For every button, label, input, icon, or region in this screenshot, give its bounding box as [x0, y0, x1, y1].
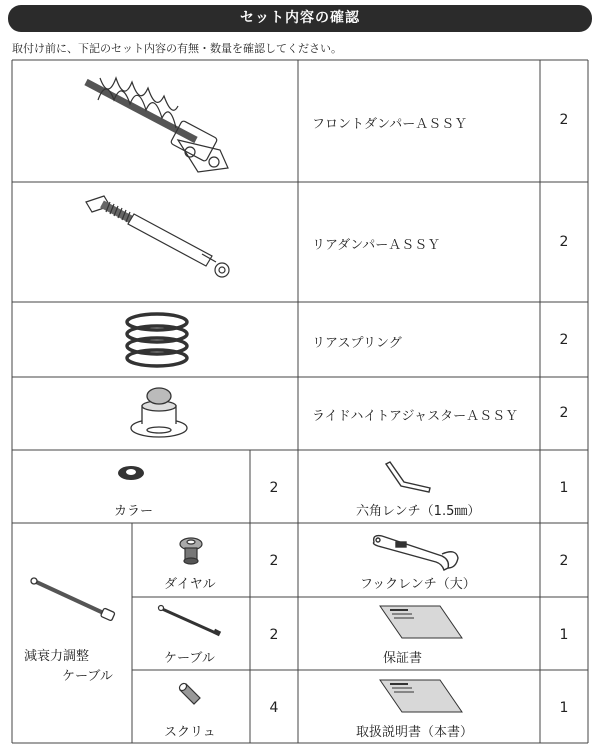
- damping-cable-drawing: [28, 574, 118, 624]
- item-name-ride-height-adjuster: ライドハイトアジャスターＡＳＳＹ: [312, 409, 519, 424]
- item-qty-screw: 4: [269, 700, 279, 716]
- item-name-hex-wrench: 六角レンチ（1.5㎜）: [356, 504, 481, 519]
- front-damper-drawing: [78, 70, 238, 178]
- item-qty-hook-wrench: 2: [559, 553, 569, 569]
- spring-drawing: [124, 310, 190, 370]
- adjuster-drawing: [128, 384, 190, 440]
- section-header: セット内容の確認: [8, 5, 592, 32]
- item-qty-rear-spring: 2: [559, 332, 569, 348]
- item-qty-collar: 2: [269, 480, 279, 496]
- item-name-manual: 取扱説明書（本書）: [356, 725, 474, 740]
- item-qty-front-damper: 2: [559, 112, 569, 128]
- item-name-dial: ダイヤル: [164, 577, 216, 592]
- manual-document-drawing: [376, 678, 466, 714]
- dial-drawing: [176, 534, 206, 568]
- item-name-damping-cable-line2: ケーブル: [62, 669, 113, 684]
- collar-drawing: [116, 463, 146, 483]
- item-qty-manual: 1: [559, 700, 569, 716]
- rear-damper-drawing: [82, 190, 242, 294]
- item-name-rear-spring: リアスプリング: [312, 336, 402, 351]
- item-name-collar: カラー: [114, 504, 154, 519]
- screw-drawing: [176, 682, 206, 710]
- item-qty-cable: 2: [269, 627, 279, 643]
- hex-wrench-drawing: [382, 460, 434, 494]
- item-name-screw: スクリュ: [164, 725, 216, 740]
- item-name-warranty: 保証書: [383, 651, 423, 666]
- item-name-rear-damper: リアダンパーＡＳＳＹ: [312, 238, 441, 253]
- intro-text: 取付け前に、下記のセット内容の有無・数量を確認してください。: [12, 42, 342, 55]
- item-name-front-damper: フロントダンパーＡＳＳＹ: [312, 117, 468, 132]
- item-qty-ride-height-adjuster: 2: [559, 405, 569, 421]
- item-name-damping-cable-line1: 減衰力調整: [24, 649, 90, 664]
- item-name-cable: ケーブル: [164, 651, 215, 666]
- warranty-document-drawing: [376, 604, 466, 640]
- item-qty-dial: 2: [269, 553, 279, 569]
- hook-wrench-drawing: [368, 532, 464, 572]
- item-qty-hex-wrench: 1: [559, 480, 569, 496]
- item-qty-warranty: 1: [559, 627, 569, 643]
- item-name-hook-wrench: フックレンチ（大）: [360, 577, 476, 592]
- cable-drawing: [156, 604, 226, 638]
- item-qty-rear-damper: 2: [559, 234, 569, 250]
